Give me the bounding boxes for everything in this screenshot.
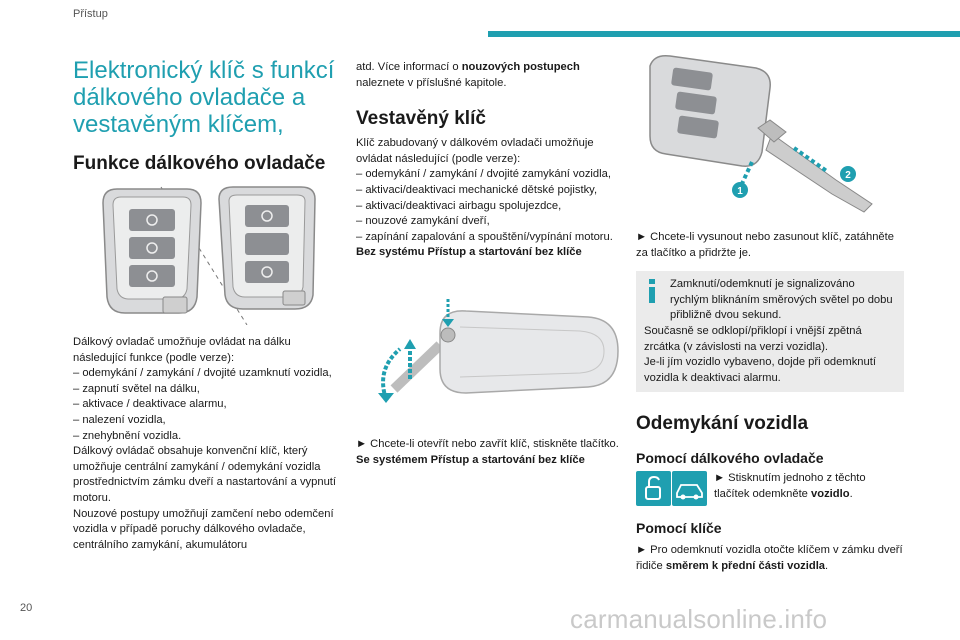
marker-2: 2 (845, 170, 851, 181)
key-open-image (356, 289, 626, 419)
column-2 (356, 54, 626, 468)
list-item: – zapínání zapalování a spouštění/vypínání motoru. (356, 230, 613, 243)
text-run: . (825, 559, 829, 572)
section-header: Přístup (73, 8, 108, 20)
list-item: – znehybnění vozidla. (73, 429, 182, 442)
paragraph-slide-key: ► Chcete-li vysunout nebo zasunout klíč, zatáhněte za tlačítko a přidržte je. (636, 231, 894, 259)
heading-remote-functions: Funkce dálkového ovladače (73, 153, 326, 174)
info-icon (641, 277, 663, 305)
header-accent-bar (488, 31, 960, 37)
watermark: carmanualsonline.info (570, 604, 828, 634)
unlock-icon (636, 471, 671, 506)
text-run: ► Stisknutím jednoho z těchto tlačítek odemkněte (714, 472, 866, 500)
list-item: – aktivaci/deaktivaci airbagu spolujezdce, (356, 199, 562, 212)
emergency-link-text: nouzových postupech (461, 61, 580, 73)
key-fob-image (73, 185, 343, 325)
subheading-remote: Pomocí dálkového ovladače (636, 450, 824, 467)
paragraph-conventional-key: Dálkový ovládač obsahuje konvenční klíč, který umožňuje centrální zamykání / odemykání vozidla prostřednictvím zámku dveří a nastartování a vypnutí motoru. (73, 445, 337, 504)
column-1 (73, 54, 343, 553)
column-3 (636, 54, 904, 575)
paragraph-emergency: Nouzové postupy umožňují zamčení nebo odemčení vozidla v případě poruchy dálkového ovladače, centrálního zamykání, akumulátoru (73, 507, 334, 551)
info-box (636, 271, 904, 392)
text-run: atd. Více informací o (356, 61, 462, 73)
text-run-bold: směrem k přední části vozidla (665, 559, 826, 572)
text-run: . (849, 487, 853, 500)
page-number: 20 (20, 602, 33, 614)
paragraph-key-unlock (636, 543, 904, 574)
page-title: Elektronický klíč s funkcí dálkového ovladače a vestavěným klíčem, (73, 57, 335, 138)
subheading-with-system: Se systémem Přístup a startování bez klíče (356, 453, 585, 466)
heading-builtin-key: Vestavěný klíč (356, 108, 486, 130)
paragraph-builtin-intro: Klíč zabudovaný v dálkovém ovladači umožňuje ovládat následující (podle verze): (356, 137, 594, 165)
subheading-key: Pomocí klíče (636, 520, 722, 537)
paragraph-continuation (356, 60, 626, 91)
info-text: Současně se odklopí/přiklopí i vnější zpětná zrcátka (v závislosti na verzi vozidla). (644, 324, 862, 353)
list-item: – zapnutí světel na dálku, (73, 382, 200, 395)
info-text: Je-li jím vozidlo vybaveno, dojde při odemknutí vozidla k deaktivaci alarmu. (644, 356, 876, 384)
marker-1: 1 (737, 186, 743, 197)
text-run-bold: vozidlo (811, 487, 850, 500)
list-item: – odemykání / zamykání / dvojité uzamknutí vozidla, (73, 367, 332, 380)
key-slide-image (636, 54, 904, 226)
text-run: ► Pro odemknutí vozidla otočte klíčem v zámku dveří řidiče (636, 544, 903, 572)
list-item: – nouzové zamykání dveří, (356, 215, 490, 228)
paragraph-remote-unlock (714, 471, 904, 502)
car-unlock-icon (672, 471, 707, 506)
list-item: – aktivaci/deaktivaci mechanické dětské pojistky, (356, 183, 598, 196)
subheading-without-system: Bez systému Přístup a startování bez klíče (356, 246, 582, 259)
info-text: Zamknutí/odemknutí je signalizováno rychlým bliknáním směrových světel po dobu přibližně dvou sekund. (670, 278, 893, 322)
list-item: – aktivace / deaktivace alarmu, (73, 398, 227, 411)
list-item: – nalezení vozidla, (73, 413, 166, 426)
paragraph-open-close-key: ► Chcete-li otevřít nebo zavřít klíč, stiskněte tlačítko. (356, 437, 619, 450)
paragraph-remote-intro: Dálkový ovladač umožňuje ovládat na dálku následující funkce (podle verze): (73, 336, 291, 364)
list-item: – odemykání / zamykání / dvojité zamykání vozidla, (356, 168, 611, 181)
remote-unlock-row (636, 471, 904, 505)
text-run: naleznete v příslušné kapitole. (356, 76, 507, 89)
heading-unlocking: Odemykání vozidla (636, 413, 809, 435)
